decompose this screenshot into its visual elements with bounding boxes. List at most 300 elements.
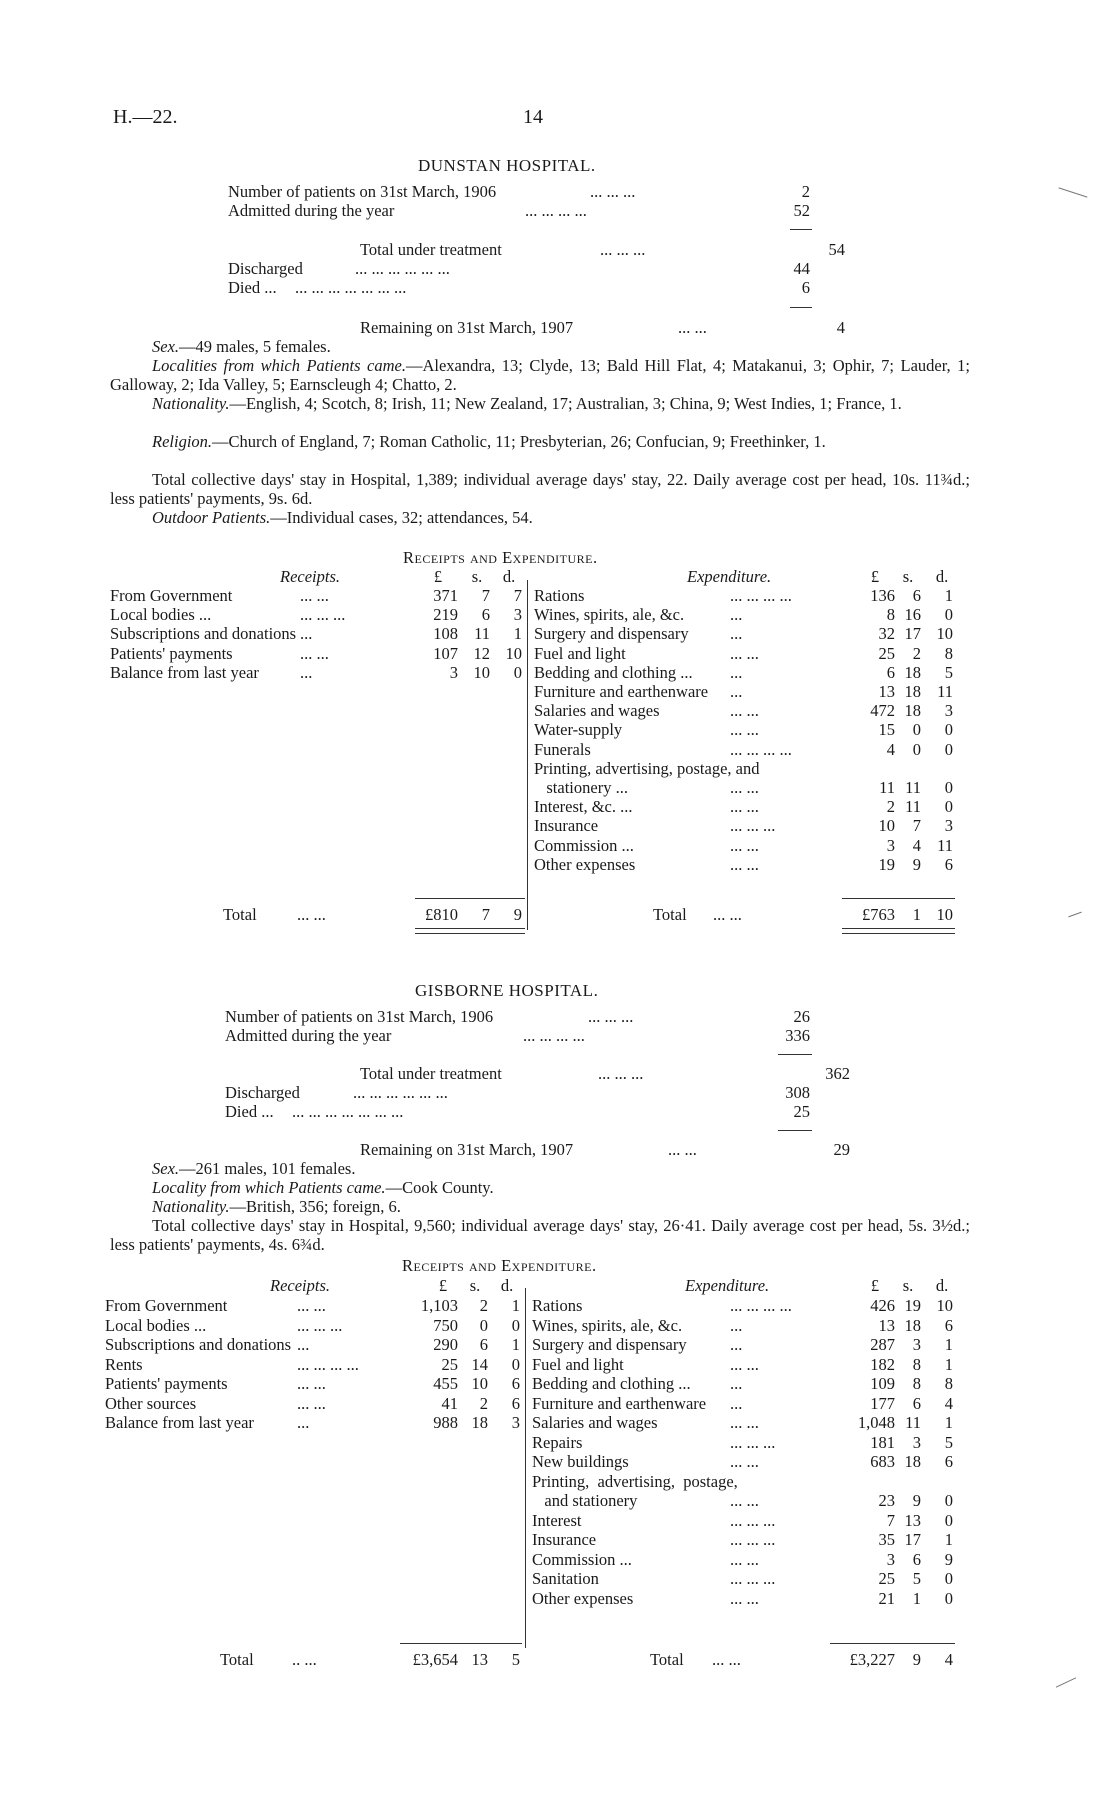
col-pence: d. bbox=[935, 1276, 949, 1295]
receipts-total-double-rule bbox=[415, 928, 525, 934]
row-pounds: 683 bbox=[870, 1452, 895, 1471]
row-pence: 0 bbox=[944, 1491, 953, 1510]
census-total-dots: ... ... ... bbox=[600, 240, 646, 259]
expenditure-total-shillings: 9 bbox=[912, 1650, 921, 1669]
section-title: GISBORNE HOSPITAL. bbox=[415, 981, 599, 1000]
census-row-discharged-label: Discharged bbox=[228, 259, 303, 278]
row-pence: 10 bbox=[936, 1296, 953, 1315]
receipts-total-pounds: £3,654 bbox=[412, 1650, 458, 1669]
row-shillings: 17 bbox=[904, 1530, 921, 1549]
row-pence: 7 bbox=[513, 586, 522, 605]
row-shillings: 14 bbox=[471, 1354, 488, 1374]
row-pence: 1 bbox=[944, 586, 953, 605]
census-row-start-value: 2 bbox=[801, 182, 810, 201]
expenditure-heading: Expenditure. bbox=[687, 567, 772, 586]
row-pence: 5 bbox=[944, 662, 953, 682]
row-shillings: 19 bbox=[904, 1296, 921, 1315]
row-dots: ... ... bbox=[730, 1549, 759, 1569]
census-row-died-value: 6 bbox=[801, 278, 810, 297]
row-pounds: 13 bbox=[878, 1315, 895, 1335]
row-shillings: 8 bbox=[912, 1354, 921, 1374]
row-pounds: 455 bbox=[433, 1374, 458, 1393]
row-dots: ... bbox=[300, 662, 313, 682]
receipts-total-pence: 9 bbox=[513, 905, 522, 924]
receipts-total-rule bbox=[415, 898, 525, 899]
row-shillings: 1 bbox=[912, 1588, 921, 1608]
row-dots: ... ... bbox=[297, 1374, 326, 1393]
row-dots: ... ... bbox=[730, 643, 759, 663]
column-divider bbox=[527, 580, 528, 930]
row-label: Funerals bbox=[534, 739, 591, 759]
row-pence: 6 bbox=[944, 1315, 953, 1335]
row-label: and stationery bbox=[532, 1491, 638, 1510]
page-number: 14 bbox=[523, 106, 543, 128]
row-shillings: 9 bbox=[912, 1491, 921, 1510]
row-label: Furniture and earthenware bbox=[532, 1393, 707, 1413]
row-dots: ... ... bbox=[297, 1296, 326, 1315]
row-label: Insurance bbox=[534, 816, 599, 836]
row-pence: 6 bbox=[944, 1452, 953, 1471]
row-pence: 8 bbox=[944, 1374, 953, 1393]
row-label: stationery ... bbox=[534, 778, 628, 797]
census-row-died-label: Died ... bbox=[225, 1102, 274, 1121]
row-label: Local bodies ... bbox=[110, 605, 212, 625]
subtotal-rule bbox=[778, 1054, 812, 1055]
subtotal-rule bbox=[778, 1130, 812, 1131]
row-shillings: 6 bbox=[912, 1393, 921, 1413]
row-dots: ... ... ... ... bbox=[730, 586, 792, 605]
row-label: Water-supply bbox=[534, 720, 623, 740]
row-label: Fuel and light bbox=[534, 643, 626, 663]
expenditure-total-pounds: £763 bbox=[862, 905, 895, 924]
row-pence: 1 bbox=[944, 1413, 953, 1432]
margin-mark bbox=[1056, 1677, 1076, 1687]
row-shillings: 5 bbox=[912, 1569, 921, 1588]
row-dots: ... ... bbox=[730, 1413, 759, 1432]
row-shillings: 3 bbox=[912, 1335, 921, 1354]
census-row-admitted-value: 52 bbox=[793, 201, 810, 220]
row-pounds: 7 bbox=[886, 1510, 895, 1530]
row-pounds: 108 bbox=[433, 624, 458, 644]
receipts-heading: Receipts. bbox=[280, 567, 341, 586]
row-pounds: 32 bbox=[878, 624, 895, 644]
row-shillings: 0 bbox=[912, 720, 921, 740]
census-remaining-label: Remaining on 31st March, 1907 bbox=[360, 1140, 574, 1159]
col-pounds: £ bbox=[433, 567, 443, 586]
row-pence: 0 bbox=[511, 1354, 520, 1374]
row-label: Furniture and earthenware bbox=[534, 682, 709, 701]
row-pounds: 177 bbox=[870, 1393, 895, 1413]
row-pounds: 25 bbox=[878, 1569, 895, 1588]
note-stay: Total collective days' stay in Hospital, 1,389; individual average days' stay, 22. Daily average cost per head, 10s. 11¾d.; less patients' payments, 9s. 6d. bbox=[110, 470, 970, 508]
row-pence: 6 bbox=[944, 854, 953, 874]
row-dots: ... bbox=[297, 1413, 310, 1432]
col-pounds: £ bbox=[870, 567, 880, 586]
row-dots: ... ... ... ... bbox=[730, 1296, 792, 1315]
row-label: Local bodies ... bbox=[105, 1315, 207, 1335]
row-label: Bedding and clothing ... bbox=[534, 662, 693, 682]
receipts-heading: Receipts. bbox=[270, 1276, 331, 1295]
row-shillings: 8 bbox=[912, 1374, 921, 1393]
row-shillings: 16 bbox=[904, 605, 921, 625]
row-label: Fuel and light bbox=[532, 1354, 624, 1374]
expenditure-total-shillings: 1 bbox=[912, 905, 921, 924]
census-row-start-dots: ... ... ... bbox=[588, 1007, 634, 1026]
section-title: DUNSTAN HOSPITAL. bbox=[418, 156, 596, 175]
row-pence: 10 bbox=[505, 643, 522, 663]
row-dots: ... bbox=[300, 624, 313, 644]
row-pounds: 35 bbox=[878, 1530, 895, 1549]
row-shillings: 17 bbox=[904, 624, 921, 644]
note-religion: Religion.—Church of England, 7; Roman Catholic, 11; Presbyterian, 26; Confucian, 9; Freethinker, 1. bbox=[152, 432, 826, 451]
col-shillings: s. bbox=[469, 1276, 481, 1295]
expenditure-total-pounds: £3,227 bbox=[849, 1650, 895, 1669]
row-pence: 5 bbox=[944, 1432, 953, 1452]
census-row-discharged-value: 308 bbox=[785, 1083, 810, 1102]
row-dots: ... ... bbox=[730, 1491, 759, 1510]
row-dots: ... bbox=[730, 682, 743, 701]
row-pounds: 290 bbox=[433, 1335, 458, 1354]
note-stay: Total collective days' stay in Hospital, 9,560; individual average days' stay, 26·41. Daily average cost per head, 5s. 3½d.; less patients' payments, 4s. 6¾d. bbox=[110, 1216, 970, 1254]
row-pounds: 15 bbox=[878, 720, 895, 740]
row-label: Salaries and wages bbox=[534, 701, 660, 721]
margin-mark bbox=[1068, 912, 1081, 918]
row-pounds: 10 bbox=[878, 816, 895, 836]
row-shillings: 18 bbox=[904, 682, 921, 701]
row-label: Wines, spirits, ale, &c. bbox=[534, 605, 685, 625]
row-pounds: 426 bbox=[870, 1296, 895, 1315]
row-pounds: 19 bbox=[878, 854, 895, 874]
row-shillings: 3 bbox=[912, 1432, 921, 1452]
expenditure-total-rule bbox=[842, 898, 955, 899]
row-dots: ... ... ... ... bbox=[297, 1354, 359, 1374]
row-pounds: 6 bbox=[886, 662, 895, 682]
row-dots: ... ... bbox=[297, 1393, 326, 1413]
row-shillings: 2 bbox=[479, 1393, 488, 1413]
row-shillings: 18 bbox=[904, 1315, 921, 1335]
row-pounds: 109 bbox=[870, 1374, 895, 1393]
row-dots: ... ... bbox=[730, 701, 759, 721]
row-shillings: 0 bbox=[479, 1315, 488, 1335]
census-total-label: Total under treatment bbox=[360, 240, 502, 259]
census-row-discharged-dots: ... ... ... ... ... ... bbox=[353, 1083, 448, 1102]
row-pounds: 371 bbox=[433, 586, 458, 605]
row-shillings: 10 bbox=[471, 1374, 488, 1393]
note-sex: Sex.—49 males, 5 females. bbox=[152, 337, 331, 356]
row-label: Interest bbox=[532, 1510, 582, 1530]
row-pence: 1 bbox=[944, 1354, 953, 1374]
census-row-start-dots: ... ... ... bbox=[590, 182, 636, 201]
census-row-start-value: 26 bbox=[793, 1007, 810, 1026]
row-label: Other expenses bbox=[532, 1588, 634, 1608]
census-row-died-value: 25 bbox=[793, 1102, 810, 1121]
census-row-start-label: Number of patients on 31st March, 1906 bbox=[228, 182, 497, 201]
row-shillings: 2 bbox=[912, 643, 921, 663]
row-label: Insurance bbox=[532, 1530, 597, 1549]
row-shillings: 7 bbox=[481, 586, 490, 605]
row-pence: 4 bbox=[944, 1393, 953, 1413]
column-divider bbox=[525, 1288, 526, 1648]
row-label: Patients' payments bbox=[105, 1374, 228, 1393]
row-pounds: 25 bbox=[878, 643, 895, 663]
row-dots: ... ... bbox=[730, 720, 759, 740]
row-pence: 3 bbox=[944, 816, 953, 836]
census-total-dots: ... ... ... bbox=[598, 1064, 644, 1083]
col-shillings: s. bbox=[902, 1276, 914, 1295]
row-pounds: 1,103 bbox=[420, 1296, 458, 1315]
census-total-label: Total under treatment bbox=[360, 1064, 502, 1083]
row-pounds: 3 bbox=[886, 1549, 895, 1569]
census-remaining-label: Remaining on 31st March, 1907 bbox=[360, 318, 574, 337]
row-pence: 0 bbox=[511, 1315, 520, 1335]
census-remaining-dots: ... ... bbox=[678, 318, 707, 337]
expenditure-total-pence: 4 bbox=[944, 1650, 953, 1669]
row-dots: ... ... bbox=[730, 1452, 759, 1471]
row-pounds: 8 bbox=[886, 605, 895, 625]
row-pence: 6 bbox=[511, 1374, 520, 1393]
row-shillings: 18 bbox=[904, 1452, 921, 1471]
col-shillings: s. bbox=[471, 567, 483, 586]
row-pence: 6 bbox=[511, 1393, 520, 1413]
row-pounds: 287 bbox=[870, 1335, 895, 1354]
row-label: Wines, spirits, ale, &c. bbox=[532, 1315, 683, 1335]
expenditure-total-rule bbox=[830, 1643, 955, 1644]
col-shillings: s. bbox=[902, 567, 914, 586]
census-row-discharged-value: 44 bbox=[793, 259, 810, 278]
row-shillings: 0 bbox=[912, 739, 921, 759]
note-outdoor: Outdoor Patients.—Individual cases, 32; attendances, 54. bbox=[152, 508, 533, 527]
row-shillings: 2 bbox=[479, 1296, 488, 1315]
row-label: Balance from last year bbox=[105, 1413, 254, 1432]
row-label: Rents bbox=[105, 1354, 143, 1374]
row-dots: ... bbox=[730, 662, 743, 682]
census-row-died-dots: ... ... ... ... ... ... ... bbox=[292, 1102, 404, 1121]
row-label: Other expenses bbox=[534, 854, 636, 874]
row-dots: ... ... ... bbox=[730, 1432, 776, 1452]
receipts-total-pounds: £810 bbox=[425, 905, 458, 924]
expenditure-total-double-rule bbox=[842, 928, 955, 934]
row-pence: 0 bbox=[944, 1510, 953, 1530]
note-sex: Sex.—261 males, 101 females. bbox=[152, 1159, 356, 1178]
row-pounds: 182 bbox=[870, 1354, 895, 1374]
row-pounds: 41 bbox=[441, 1393, 458, 1413]
receipts-total-pence: 5 bbox=[511, 1650, 520, 1669]
row-shillings: 7 bbox=[912, 816, 921, 836]
row-dots: ... ... bbox=[730, 854, 759, 874]
row-dots: ... ... bbox=[730, 1588, 759, 1608]
expenditure-heading: Expenditure. bbox=[685, 1276, 770, 1295]
receipts-total-label: Total bbox=[223, 905, 257, 924]
row-label: Printing, advertising, postage, and bbox=[534, 758, 760, 778]
row-shillings: 6 bbox=[912, 586, 921, 605]
row-dots: ... ... bbox=[300, 643, 329, 663]
row-shillings: 11 bbox=[905, 1413, 921, 1432]
census-row-died-label: Died ... bbox=[228, 278, 277, 297]
row-label: Commission ... bbox=[532, 1549, 632, 1569]
row-dots: ... bbox=[730, 624, 743, 644]
row-pence: 8 bbox=[944, 643, 953, 663]
row-pence: 3 bbox=[944, 701, 953, 721]
row-dots: ... ... ... ... bbox=[730, 739, 792, 759]
row-dots: ... ... bbox=[300, 586, 329, 605]
row-pence: 0 bbox=[944, 1588, 953, 1608]
receipts-total-dots: .. ... bbox=[292, 1650, 317, 1669]
row-shillings: 6 bbox=[912, 1549, 921, 1569]
census-row-admitted-dots: ... ... ... ... bbox=[523, 1026, 585, 1045]
row-label: Sanitation bbox=[532, 1569, 599, 1588]
row-label: Surgery and dispensary bbox=[532, 1335, 687, 1354]
row-shillings: 9 bbox=[912, 854, 921, 874]
row-pounds: 25 bbox=[441, 1354, 458, 1374]
row-shillings: 11 bbox=[905, 797, 921, 817]
row-dots: ... ... ... bbox=[730, 1569, 776, 1588]
row-pence: 1 bbox=[944, 1530, 953, 1549]
census-row-died-dots: ... ... ... ... ... ... ... bbox=[295, 278, 407, 297]
row-pence: 0 bbox=[944, 605, 953, 625]
row-pence: 11 bbox=[937, 682, 953, 701]
expenditure-total-label: Total bbox=[653, 905, 687, 924]
row-label: Repairs bbox=[532, 1432, 583, 1452]
row-pounds: 181 bbox=[870, 1432, 895, 1452]
row-dots: ... bbox=[730, 605, 743, 625]
row-pence: 1 bbox=[944, 1335, 953, 1354]
row-shillings: 6 bbox=[481, 605, 490, 625]
row-pence: 0 bbox=[944, 739, 953, 759]
row-dots: ... ... ... bbox=[730, 1530, 776, 1549]
census-row-discharged-dots: ... ... ... ... ... ... bbox=[355, 259, 450, 278]
row-pounds: 750 bbox=[433, 1315, 458, 1335]
row-dots: ... bbox=[730, 1393, 743, 1413]
expenditure-total-dots: ... ... bbox=[712, 1650, 741, 1669]
row-dots: ... bbox=[730, 1374, 743, 1393]
note-locality: Locality from which Patients came.—Cook County. bbox=[152, 1178, 494, 1197]
receipts-total-dots: ... ... bbox=[297, 905, 326, 924]
row-label: Bedding and clothing ... bbox=[532, 1374, 691, 1393]
row-shillings: 18 bbox=[471, 1413, 488, 1432]
col-pence: d. bbox=[500, 1276, 514, 1295]
row-dots: ... ... bbox=[730, 835, 759, 855]
row-shillings: 12 bbox=[473, 643, 490, 663]
row-pence: 0 bbox=[944, 797, 953, 817]
subtotal-rule bbox=[790, 229, 812, 230]
row-dots: ... bbox=[730, 1315, 743, 1335]
row-dots: ... bbox=[297, 1335, 310, 1354]
row-pounds: 1,048 bbox=[857, 1413, 895, 1432]
census-row-admitted-value: 336 bbox=[785, 1026, 810, 1045]
row-label: Subscriptions and donations bbox=[105, 1335, 292, 1354]
expenditure-total-dots: ... ... bbox=[713, 905, 742, 924]
row-pence: 11 bbox=[937, 835, 953, 855]
row-shillings: 18 bbox=[904, 701, 921, 721]
census-remaining-value: 4 bbox=[836, 318, 845, 337]
row-pence: 3 bbox=[511, 1413, 520, 1432]
row-label: From Government bbox=[110, 586, 233, 605]
receipts-total-rule bbox=[400, 1643, 522, 1644]
row-pounds: 13 bbox=[878, 682, 895, 701]
note-nationality: Nationality.—British, 356; foreign, 6. bbox=[152, 1197, 401, 1216]
census-row-admitted-label: Admitted during the year bbox=[225, 1026, 392, 1045]
row-dots: ... ... bbox=[730, 1354, 759, 1374]
row-label: From Government bbox=[105, 1296, 228, 1315]
row-shillings: 6 bbox=[479, 1335, 488, 1354]
row-shillings: 4 bbox=[912, 835, 921, 855]
row-pence: 0 bbox=[944, 778, 953, 797]
row-pounds: 107 bbox=[433, 643, 458, 663]
subtotal-rule bbox=[790, 307, 812, 308]
receipts-total-shillings: 13 bbox=[471, 1650, 488, 1669]
row-pounds: 219 bbox=[433, 605, 458, 625]
row-label: Rations bbox=[532, 1296, 583, 1315]
expenditure-total-pence: 10 bbox=[936, 905, 953, 924]
census-row-admitted-label: Admitted during the year bbox=[228, 201, 395, 220]
col-pence: d. bbox=[502, 567, 516, 586]
row-pence: 1 bbox=[511, 1296, 520, 1315]
row-dots: ... ... ... bbox=[297, 1315, 343, 1335]
row-pounds: 23 bbox=[878, 1491, 895, 1510]
col-pounds: £ bbox=[870, 1276, 880, 1295]
row-pounds: 3 bbox=[449, 662, 458, 682]
row-pounds: 3 bbox=[886, 835, 895, 855]
col-pounds: £ bbox=[438, 1276, 448, 1295]
row-pounds: 21 bbox=[878, 1588, 895, 1608]
row-dots: ... bbox=[730, 1335, 743, 1354]
row-label: Salaries and wages bbox=[532, 1413, 658, 1432]
row-pounds: 11 bbox=[879, 778, 895, 797]
row-pence: 10 bbox=[936, 624, 953, 644]
document-reference: H.—22. bbox=[113, 106, 178, 128]
row-dots: ... ... bbox=[730, 797, 759, 817]
row-pence: 3 bbox=[513, 605, 522, 625]
row-label: Subscriptions and donations bbox=[110, 624, 297, 644]
row-label: Surgery and dispensary bbox=[534, 624, 689, 644]
row-shillings: 11 bbox=[905, 778, 921, 797]
row-label: Other sources bbox=[105, 1393, 197, 1413]
row-pence: 0 bbox=[944, 1569, 953, 1588]
row-pence: 0 bbox=[513, 662, 522, 682]
row-pounds: 2 bbox=[886, 797, 895, 817]
row-pounds: 4 bbox=[886, 739, 895, 759]
margin-mark bbox=[1059, 187, 1088, 197]
row-shillings: 10 bbox=[473, 662, 490, 682]
census-remaining-value: 29 bbox=[833, 1140, 850, 1159]
row-shillings: 13 bbox=[904, 1510, 921, 1530]
row-label: Commission ... bbox=[534, 835, 634, 855]
row-dots: ... ... ... bbox=[730, 1510, 776, 1530]
row-pence: 9 bbox=[944, 1549, 953, 1569]
row-pounds: 988 bbox=[433, 1413, 458, 1432]
note-nationality: Nationality.—English, 4; Scotch, 8; Irish, 11; New Zealand, 17; Australian, 3; China, 9; West Indies, 1; France, 1. bbox=[152, 394, 902, 413]
row-pounds: 136 bbox=[870, 586, 895, 605]
row-label: Patients' payments bbox=[110, 643, 233, 663]
row-pence: 1 bbox=[513, 624, 522, 644]
row-pence: 1 bbox=[511, 1335, 520, 1354]
census-remaining-dots: ... ... bbox=[668, 1140, 697, 1159]
row-label: New buildings bbox=[532, 1452, 629, 1471]
expenditure-total-label: Total bbox=[650, 1650, 684, 1669]
row-shillings: 11 bbox=[474, 624, 490, 644]
row-dots: ... ... ... bbox=[730, 816, 776, 836]
census-total-value: 362 bbox=[825, 1064, 850, 1083]
note-localities: Localities from which Patients came.—Alexandra, 13; Clyde, 13; Bald Hill Flat, 4; Matakanui, 3; Ophir, 7; Lauder, 1; Galloway, 2; Ida Valley, 5; Earnscleugh 4; Chatto, 2. bbox=[110, 356, 970, 394]
row-dots: ... ... bbox=[730, 778, 759, 797]
row-label: Printing, advertising, postage, bbox=[532, 1471, 738, 1491]
census-total-value: 54 bbox=[828, 240, 845, 259]
census-row-start-label: Number of patients on 31st March, 1906 bbox=[225, 1007, 494, 1026]
receipts-total-label: Total bbox=[220, 1650, 254, 1669]
row-pounds: 472 bbox=[870, 701, 895, 721]
row-label: Interest, &c. ... bbox=[534, 797, 633, 817]
accounts-heading: Receipts and Expenditure. bbox=[403, 548, 598, 567]
